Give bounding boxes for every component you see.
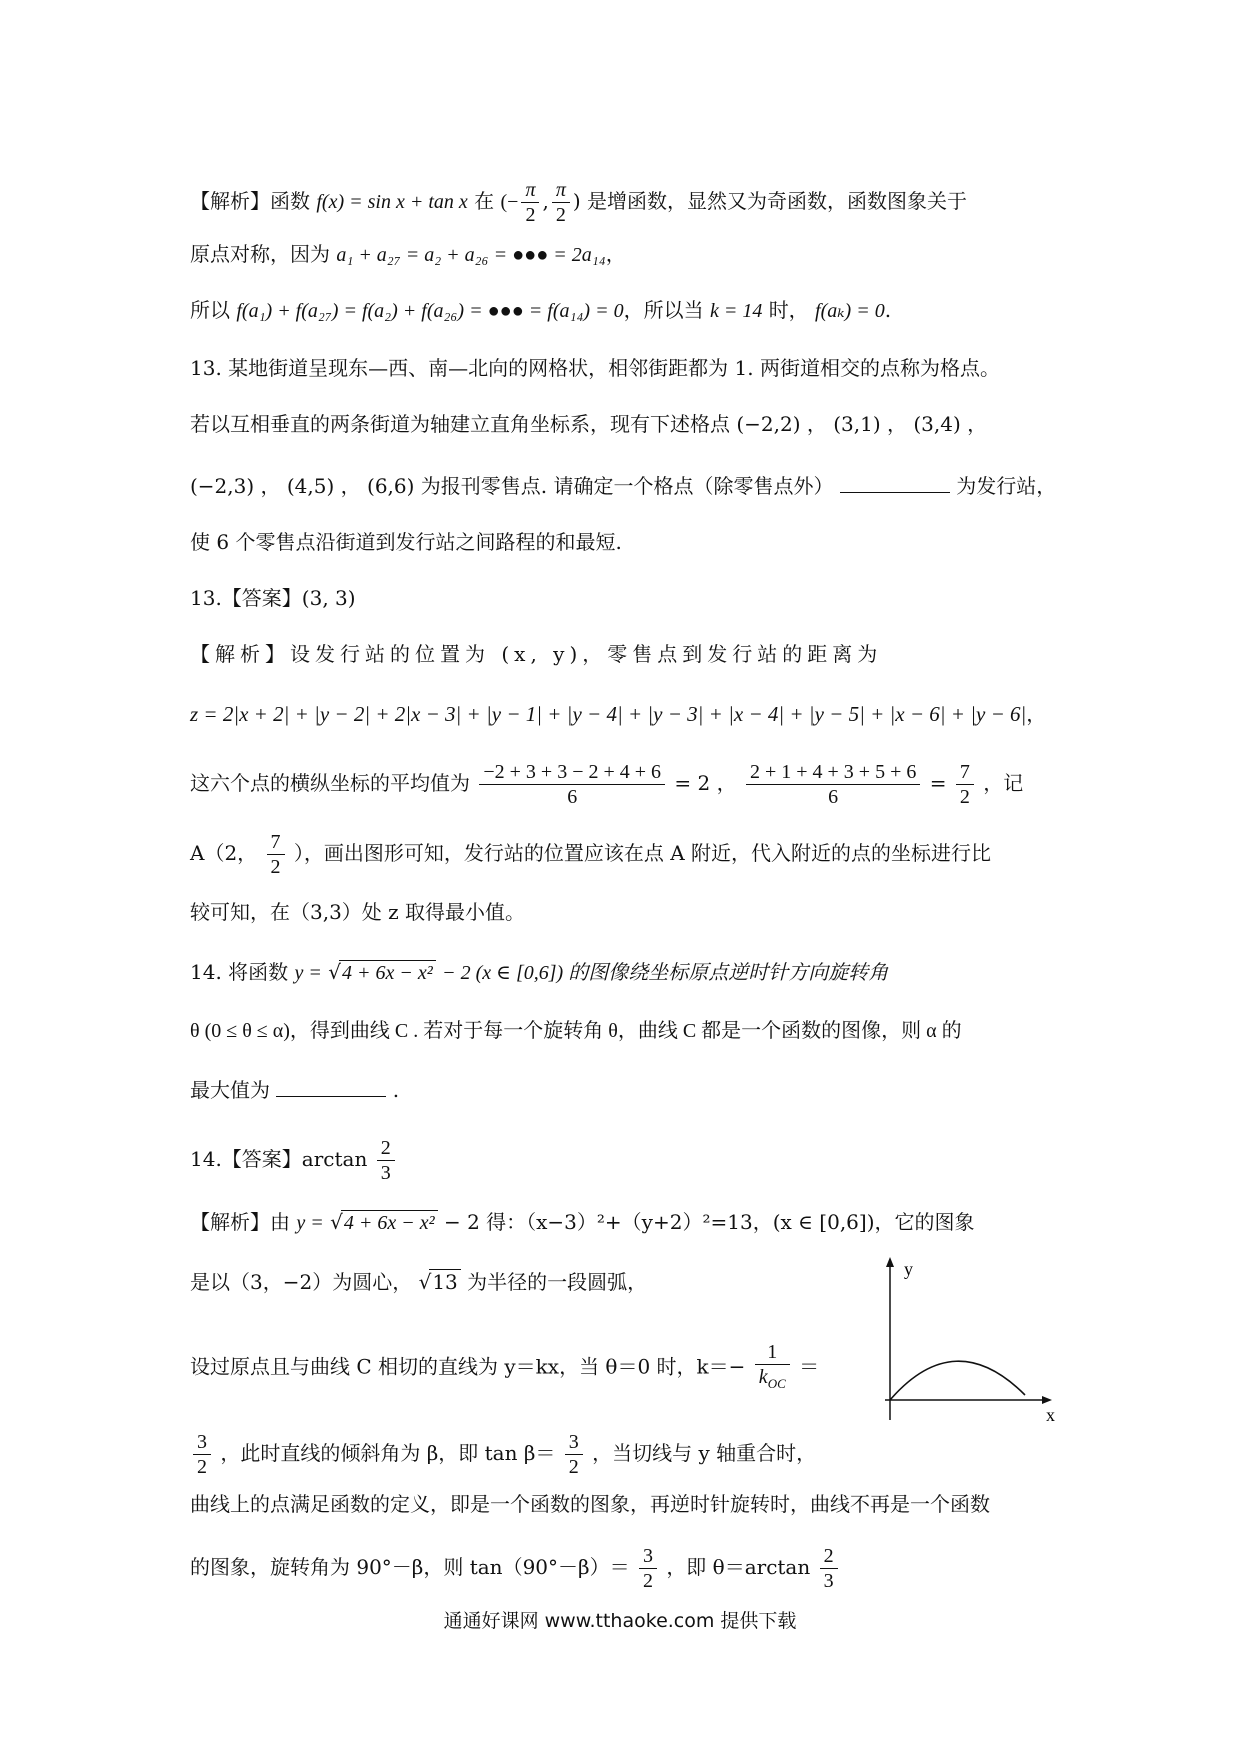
fraction-denominator: 2 xyxy=(568,1456,579,1478)
answer-13: 13.【答案】(3, 3) xyxy=(190,586,356,610)
answer-14-explanation-3 xyxy=(190,1340,850,1396)
question-14-line-3 xyxy=(190,1076,1060,1104)
text-segment: 【解析】函数 xyxy=(190,189,310,213)
fraction xyxy=(552,178,570,227)
question-13-line-3 xyxy=(190,472,1060,500)
text-segment: . xyxy=(884,298,892,322)
fraction xyxy=(639,1544,657,1593)
fraction-denominator: 3 xyxy=(380,1162,391,1184)
text-segment: ， xyxy=(716,771,737,795)
x-axis-label: x xyxy=(1046,1405,1055,1425)
math-expression: f(x) = sin x + tan x xyxy=(316,191,468,213)
answer-13-point-a xyxy=(190,830,1060,879)
answer-blank xyxy=(840,472,950,493)
fraction-denominator: k xyxy=(758,1366,768,1388)
math-expression: θ (0 ≤ θ ≤ α)，得到曲线 C . 若对于每一个旋转角 θ，曲线 C 都是一个函数的图像，则 α 的 xyxy=(190,1020,962,1042)
fraction-denominator: 6 xyxy=(828,786,839,808)
fraction-numerator: 2 xyxy=(820,1544,838,1569)
text-segment: 为发行站， xyxy=(956,474,1057,498)
fraction-denominator: 6 xyxy=(567,786,578,808)
fraction xyxy=(521,178,539,227)
answer-14-explanation-1: 【解析】由 y = √4 + 6x − x² − 2 得：（x−3）²+（y+2）²=13，(x ∈ [0,6])，它的图象 xyxy=(190,1210,975,1234)
text-segment: ，当切线与 y 轴重合时， xyxy=(592,1441,817,1465)
fraction xyxy=(479,760,665,809)
text-segment: ，所以当 xyxy=(623,298,704,322)
fraction xyxy=(755,1340,790,1396)
answer-13-z-formula xyxy=(190,700,1060,728)
answer-14-explanation-2: 是以（3，−2）为圆心， √13 为半径的一段圆弧， xyxy=(190,1270,648,1294)
text-segment: 是以（3，−2）为圆心， xyxy=(190,1270,413,1294)
square-root-radicand: 4 + 6x − x² xyxy=(339,960,436,985)
text-segment: ＝ xyxy=(799,1354,820,1379)
fraction xyxy=(193,1430,211,1479)
fraction-denominator: 2 xyxy=(197,1456,207,1478)
y-axis-label: y xyxy=(904,1259,913,1279)
math-expression: k = 14 xyxy=(709,300,763,322)
text-segment: ，记 xyxy=(983,771,1024,795)
arc-graph xyxy=(860,1255,1060,1430)
math-expression: z = 2|x + 2| + |y − 2| + 2|x − 3| + |y − 1| + |y − 4| + |y − 3| + |x − 4| + |y − 5| + |x − 6| + |y − 6| xyxy=(190,702,1027,726)
fraction xyxy=(267,830,285,879)
text-segment: ， xyxy=(605,242,626,266)
fraction-numerator: 7 xyxy=(267,830,285,855)
text-line xyxy=(190,296,1060,325)
subscript: OC xyxy=(767,1376,786,1391)
fraction-numerator: 1 xyxy=(755,1340,790,1365)
y-axis-arrow xyxy=(886,1257,894,1267)
fraction xyxy=(820,1544,838,1593)
x-axis-arrow xyxy=(1042,1396,1052,1404)
square-root-radicand: 4 + 6x − x² xyxy=(341,1210,438,1235)
fraction xyxy=(746,760,920,809)
text-segment: (−2,3) ， (4,5) ， (6,6) 为报刊零售点. 请确定一个格点（除零售点外） xyxy=(190,474,834,498)
text-line xyxy=(190,240,1060,269)
text-segment: 所以 xyxy=(190,298,230,322)
circular-arc-curve xyxy=(890,1361,1025,1400)
math-expression: y = xyxy=(294,962,322,984)
text-segment: ，此时直线的倾斜角为 β，即 tan β＝ xyxy=(220,1441,556,1465)
math-expression: f(aₖ) = 0 xyxy=(815,300,885,322)
text-segment: 设过原点且与曲线 C 相切的直线为 y＝kx，当 θ＝0 时，k＝− xyxy=(190,1354,746,1379)
fraction-denominator: 2 xyxy=(642,1570,653,1592)
math-expression: f(a₁) + f(a₂₇) = f(a₂) + f(a₂₆) = ●●● = f(a₁₄) = 0 xyxy=(236,300,624,322)
fraction-numerator: 3 xyxy=(565,1430,583,1455)
fraction-numerator: 7 xyxy=(956,760,974,785)
question-13-line-2: 若以互相垂直的两条街道为轴建立直角坐标系，现有下述格点 (−2,2) ， (3,1) ， (3,4) ， xyxy=(190,412,988,436)
answer-14-explanation-6 xyxy=(190,1544,1060,1593)
answer-14 xyxy=(190,1136,1060,1185)
text-segment: 原点对称，因为 xyxy=(190,242,330,266)
question-14-line-2 xyxy=(190,1016,1060,1045)
fraction xyxy=(377,1136,395,1185)
fraction-denominator: 2 xyxy=(959,786,970,808)
page-footer: 通通好课网 www.tthaoke.com 提供下载 xyxy=(443,1610,797,1632)
text-segment: 最大值为 xyxy=(190,1078,270,1102)
text-segment: A（2， xyxy=(190,841,258,865)
text-segment: ， xyxy=(1026,702,1047,726)
fraction-numerator: 3 xyxy=(639,1544,657,1569)
fraction-numerator: 2 xyxy=(377,1136,395,1161)
math-expression: y = xyxy=(296,1212,324,1234)
text-segment: 为半径的一段圆弧， xyxy=(467,1270,648,1294)
question-13-line-4: 使 6 个零售点沿街道到发行站之间路程的和最短. xyxy=(190,530,622,554)
text-segment: 时， xyxy=(768,298,809,322)
fraction-numerator: 2 + 1 + 4 + 3 + 5 + 6 xyxy=(746,760,920,785)
fraction-denominator: 2 xyxy=(270,856,281,878)
text-segment: . xyxy=(392,1078,400,1102)
text-segment: 14. 将函数 xyxy=(190,960,289,984)
math-expression: a₁ + a₂₇ = a₂ + a₂₆ = ●●● = 2a₁₄ xyxy=(336,244,606,266)
text-segment: 这六个点的横纵坐标的平均值为 xyxy=(190,771,470,795)
text-line: 【解析】函数 f(x) = sin x + tan x 在 (− $\frac{\pi}{2}$ , $\frac{\pi}{2}$ ) 是增函数，显然又为奇函数，函数图象关于 xyxy=(190,179,968,226)
answer-14-explanation-4 xyxy=(190,1430,850,1479)
fraction-denominator: 2 xyxy=(525,204,536,226)
text-segment: 【解析】由 xyxy=(190,1210,290,1234)
text-segment: 在 xyxy=(474,189,495,213)
question-14-line-1: 14. 将函数 y = √4 + 6x − x² − 2 (x ∈ [0,6]) 的图像绕坐标原点逆时针方向旋转角 xyxy=(190,960,889,984)
answer-14-explanation-5: 曲线上的点满足函数的定义，即是一个函数的图象，再逆时针旋转时，曲线不再是一个函数 xyxy=(190,1492,990,1516)
text-segment: − 2 得：（x−3）²+（y+2）²=13，(x ∈ [0,6])，它的图象 xyxy=(443,1210,975,1234)
answer-13-explanation-1: 【解析】设发行站的位置为 (x, y)，零售点到发行站的距离为 xyxy=(190,642,883,666)
text-segment: ，即 θ＝arctan xyxy=(666,1555,811,1579)
fraction-numerator: −2 + 3 + 3 − 2 + 4 + 6 xyxy=(479,760,665,785)
fraction-numerator: π xyxy=(552,178,570,203)
answer-13-average: 这六个点的横纵坐标的平均值为 $\frac{-2 + 3 + 3 - 2 + 4 + 6}{6}$ = 2 ， $\frac{2 + 1 + 4 + 3 + 5 + 6}{6}$ = $\frac{7}{2}$ ，记 xyxy=(190,761,1024,808)
fraction-denominator: 2 xyxy=(555,204,566,226)
question-13-line-1: 13. 某地街道呈现东—西、南—北向的网格状，相邻街距都为 1. 两街道相交的点称为格点。 xyxy=(190,356,1000,380)
answer-blank xyxy=(276,1076,386,1097)
fraction xyxy=(956,760,974,809)
math-expression: − 2 (x ∈ [0,6]) 的图像绕坐标原点逆时针方向旋转角 xyxy=(442,962,889,984)
text-segment: 14.【答案】arctan xyxy=(190,1147,368,1171)
fraction-numerator: π xyxy=(521,178,539,203)
fraction-numerator: 3 xyxy=(193,1430,211,1455)
text-segment: 的图象，旋转角为 90°－β，则 tan（90°－β）＝ xyxy=(190,1555,630,1579)
text-segment: ），画出图形可知，发行站的位置应该在点 A 附近，代入附近的点的坐标进行比 xyxy=(293,841,992,865)
fraction xyxy=(565,1430,583,1479)
text-segment: 是增函数，显然又为奇函数，函数图象关于 xyxy=(587,189,968,213)
answer-13-conclusion: 较可知，在（3,3）处 z 取得最小值。 xyxy=(190,900,526,924)
fraction-denominator: 3 xyxy=(823,1570,834,1592)
square-root-radicand: 13 xyxy=(429,1269,460,1294)
math-expression: = 2 xyxy=(674,771,711,795)
